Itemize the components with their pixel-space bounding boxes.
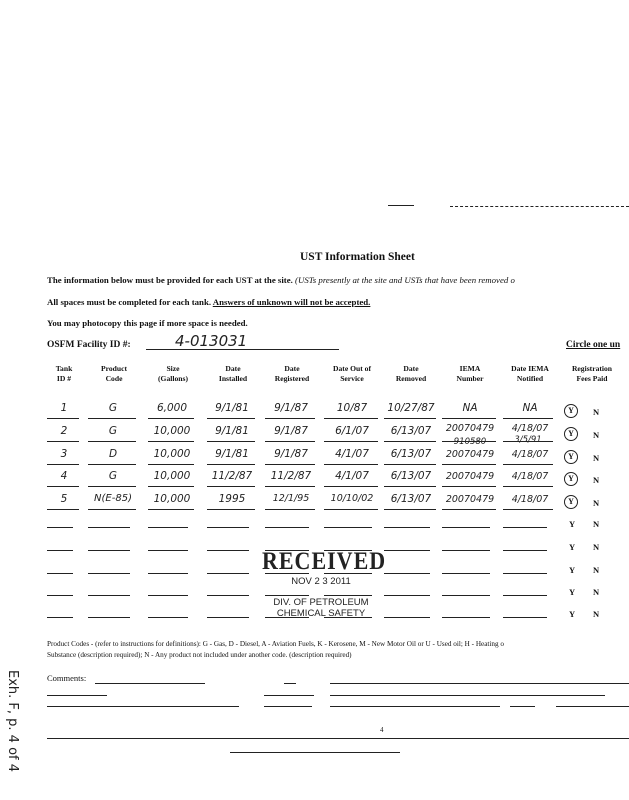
row-underline [384, 509, 436, 510]
blank-underline [47, 573, 73, 574]
blank-underline [324, 527, 372, 528]
blank-underline [384, 527, 430, 528]
blank-underline [442, 573, 490, 574]
cell-product: D [108, 448, 118, 460]
facility-id-value: 4-013031 [175, 332, 248, 350]
page-title: UST Information Sheet [300, 251, 415, 263]
fee-yes: Y [569, 565, 576, 575]
instruction-line-1: The information below must be provided for each UST at the site. (USTs presently at the site and USTs that have been removed o [47, 275, 515, 285]
row-underline [324, 464, 378, 465]
stamp-safety: CHEMICAL SAFETY [276, 608, 366, 619]
fee-yes: Y [569, 542, 576, 552]
blank-underline [47, 595, 73, 596]
row-underline [503, 418, 553, 419]
row-underline [47, 418, 79, 419]
fee-yes-circled: Y [564, 404, 578, 418]
blank-underline [88, 617, 130, 618]
comments-line [47, 695, 107, 696]
cell-removed: 6/13/07 [390, 470, 432, 482]
blank-underline [442, 595, 490, 596]
facility-id-label: OSFM Facility ID #: [47, 340, 131, 350]
row-underline [265, 418, 315, 419]
fee-yes: Y [569, 609, 576, 619]
header-date-out-of-service: Date Out of Service [333, 364, 371, 383]
row-underline [47, 441, 79, 442]
row-underline [384, 418, 436, 419]
cell-tank-id: 5 [60, 493, 68, 505]
row-underline [503, 486, 553, 487]
row-underline [265, 464, 315, 465]
blank-underline [384, 617, 430, 618]
blank-underline [207, 573, 249, 574]
cell-removed: 6/13/07 [390, 448, 432, 460]
blank-underline [88, 550, 130, 551]
blank-underline [148, 573, 188, 574]
cell-installed: 9/1/81 [215, 425, 249, 437]
circle-one-label: Circle one un [566, 340, 621, 350]
blank-underline [503, 573, 547, 574]
cell-iema-extra: 910580 [453, 437, 487, 447]
header-registration-fees: Registration Fees Paid [571, 364, 613, 383]
cell-notified: 4/18/07 [511, 471, 549, 482]
fee-yes: Y [569, 519, 576, 529]
header-date-iema-notified: Date IEMA Notified [511, 364, 549, 383]
row-underline [47, 486, 79, 487]
row-underline [88, 509, 136, 510]
blank-underline [207, 617, 249, 618]
cell-size: 10,000 [153, 448, 191, 460]
comments-line [284, 683, 296, 684]
row-underline [207, 509, 255, 510]
row-underline [503, 464, 553, 465]
blank-underline [47, 527, 73, 528]
cell-iema: 20070479 [445, 494, 495, 505]
cell-iema: 20070479 [445, 471, 495, 482]
row-underline [384, 486, 436, 487]
header-date-registered: Date Registered [274, 364, 310, 383]
cell-product: G [108, 470, 118, 482]
row-underline [442, 486, 496, 487]
header-size: Size (Gallons) [158, 364, 188, 383]
fee-no: N [593, 498, 600, 508]
row-underline [265, 509, 315, 510]
cell-size: 6,000 [156, 402, 188, 414]
cell-notified: 4/18/07 [511, 494, 549, 505]
cell-notified-extra: 3/5/91 [514, 435, 542, 445]
cell-size: 10,000 [153, 470, 191, 482]
cell-iema: 20070479 [445, 423, 495, 434]
blank-underline [442, 617, 490, 618]
blank-underline [384, 573, 430, 574]
row-underline [148, 464, 194, 465]
blank-underline [148, 617, 188, 618]
blank-underline [503, 527, 547, 528]
blank-underline [207, 595, 249, 596]
blank-underline [148, 527, 188, 528]
footer-rule [47, 738, 629, 739]
row-underline [442, 418, 496, 419]
fee-no: N [593, 430, 600, 440]
page-number: 4 [380, 726, 384, 734]
blank-underline [207, 527, 249, 528]
fee-yes-circled: Y [564, 450, 578, 464]
row-underline [88, 418, 136, 419]
row-underline [47, 464, 79, 465]
blank-underline [442, 527, 490, 528]
row-underline [324, 509, 378, 510]
comments-line [510, 706, 535, 707]
fee-yes-circled: Y [564, 472, 578, 486]
row-underline [324, 486, 378, 487]
header-product-code: Product Code [100, 364, 127, 383]
row-underline [148, 418, 194, 419]
footer-rule [230, 752, 400, 753]
header-date-installed: Date Installed [218, 364, 248, 383]
row-underline [148, 509, 194, 510]
cell-product: G [108, 425, 118, 437]
product-codes-note: Product Codes - (refer to instructions for definitions): G - Gas, D - Diesel, A - Aviation Fuels, K - Kerosene, M - New Motor Oil or U - Used oil; H - Heating o [47, 640, 504, 648]
cell-out-of-service: 4/1/07 [335, 470, 369, 482]
comments-line [330, 683, 629, 684]
received-stamp [262, 546, 387, 619]
cell-installed: 9/1/81 [215, 402, 249, 414]
stray-line [388, 205, 414, 206]
row-underline [207, 464, 255, 465]
header-iema-number: IEMA Number [456, 364, 484, 383]
cell-out-of-service: 10/87 [336, 402, 368, 414]
comments-line [264, 706, 312, 707]
substance-note: Substance (description required); N - Any product not included under another code. (description required) [47, 651, 352, 659]
cell-registered: 11/2/87 [270, 470, 312, 482]
row-underline [88, 486, 136, 487]
row-underline [384, 464, 436, 465]
comments-line [330, 706, 500, 707]
cell-out-of-service: 6/1/07 [335, 425, 369, 437]
cell-tank-id: 3 [60, 448, 68, 460]
row-underline [442, 441, 496, 442]
cell-product: N(E-85) [94, 493, 132, 504]
comments-line [47, 706, 239, 707]
instruction-line-2: All spaces must be completed for each tank. Answers of unknown will not be accepted. [47, 297, 371, 307]
cell-size: 10,000 [153, 493, 191, 505]
cell-iema: NA [462, 402, 478, 414]
cell-product: G [108, 402, 118, 414]
cell-notified: 4/18/07 [511, 449, 549, 460]
row-underline [207, 441, 255, 442]
cell-registered: 9/1/87 [274, 402, 308, 414]
fee-no: N [593, 475, 600, 485]
stamp-date: NOV 2 3 2011 [291, 576, 351, 587]
blank-underline [503, 595, 547, 596]
cell-size: 10,000 [153, 425, 191, 437]
cell-installed: 11/2/87 [211, 470, 253, 482]
row-underline [265, 441, 315, 442]
fee-no: N [593, 407, 600, 417]
fee-no: N [593, 519, 600, 529]
row-underline [265, 486, 315, 487]
cell-installed: 9/1/81 [215, 448, 249, 460]
cell-registered: 12/1/95 [272, 493, 310, 504]
fee-yes: Y [569, 587, 576, 597]
blank-underline [47, 617, 73, 618]
fee-no: N [593, 565, 600, 575]
exhibit-side-label: Exh. F, p. 4 of 4 [5, 670, 20, 773]
instruction-line-3: You may photocopy this page if more space is needed. [47, 318, 248, 328]
comments-label: Comments: [47, 673, 87, 683]
cell-notified: NA [522, 402, 538, 414]
comments-line [264, 695, 314, 696]
stamp-received-text: RECEIVED [262, 546, 387, 575]
row-underline [148, 441, 194, 442]
stray-line [450, 206, 629, 207]
cell-notified: 4/18/07 [511, 423, 549, 434]
cell-removed: 10/27/87 [387, 402, 435, 414]
fee-no: N [593, 453, 600, 463]
row-underline [324, 418, 378, 419]
blank-underline [265, 527, 309, 528]
blank-underline [88, 595, 130, 596]
row-underline [384, 441, 436, 442]
row-underline [442, 464, 496, 465]
blank-underline [47, 550, 73, 551]
cell-tank-id: 2 [60, 425, 68, 437]
blank-underline [442, 550, 490, 551]
header-date-removed: Date Removed [395, 364, 427, 383]
cell-installed: 1995 [218, 493, 246, 505]
header-tank-id: Tank ID # [55, 364, 73, 383]
cell-removed: 6/13/07 [390, 425, 432, 437]
fee-no: N [593, 587, 600, 597]
row-underline [442, 509, 496, 510]
row-underline [88, 441, 136, 442]
blank-underline [384, 550, 430, 551]
blank-underline [207, 550, 249, 551]
cell-iema: 20070479 [445, 449, 495, 460]
blank-underline [88, 573, 130, 574]
row-underline [47, 509, 79, 510]
row-underline [88, 464, 136, 465]
blank-underline [503, 550, 547, 551]
cell-registered: 9/1/87 [274, 425, 308, 437]
row-underline [324, 441, 378, 442]
row-underline [503, 509, 553, 510]
comments-line [556, 706, 629, 707]
cell-tank-id: 4 [60, 470, 68, 482]
row-underline [148, 486, 194, 487]
blank-underline [148, 550, 188, 551]
fee-yes-circled: Y [564, 495, 578, 509]
blank-underline [503, 617, 547, 618]
cell-registered: 9/1/87 [274, 448, 308, 460]
fee-no: N [593, 609, 600, 619]
blank-underline [384, 595, 430, 596]
cell-tank-id: 1 [60, 402, 68, 414]
fee-no: N [593, 542, 600, 552]
row-underline [207, 486, 255, 487]
cell-out-of-service: 10/10/02 [330, 493, 374, 504]
row-underline [207, 418, 255, 419]
row-underline [503, 441, 553, 442]
comments-line [95, 683, 205, 684]
cell-removed: 6/13/07 [390, 493, 432, 505]
cell-out-of-service: 4/1/07 [335, 448, 369, 460]
comments-line [330, 695, 605, 696]
fee-yes-circled: Y [564, 427, 578, 441]
stamp-division: DIV. OF PETROLEUM [273, 597, 369, 608]
blank-underline [88, 527, 130, 528]
blank-underline [148, 595, 188, 596]
